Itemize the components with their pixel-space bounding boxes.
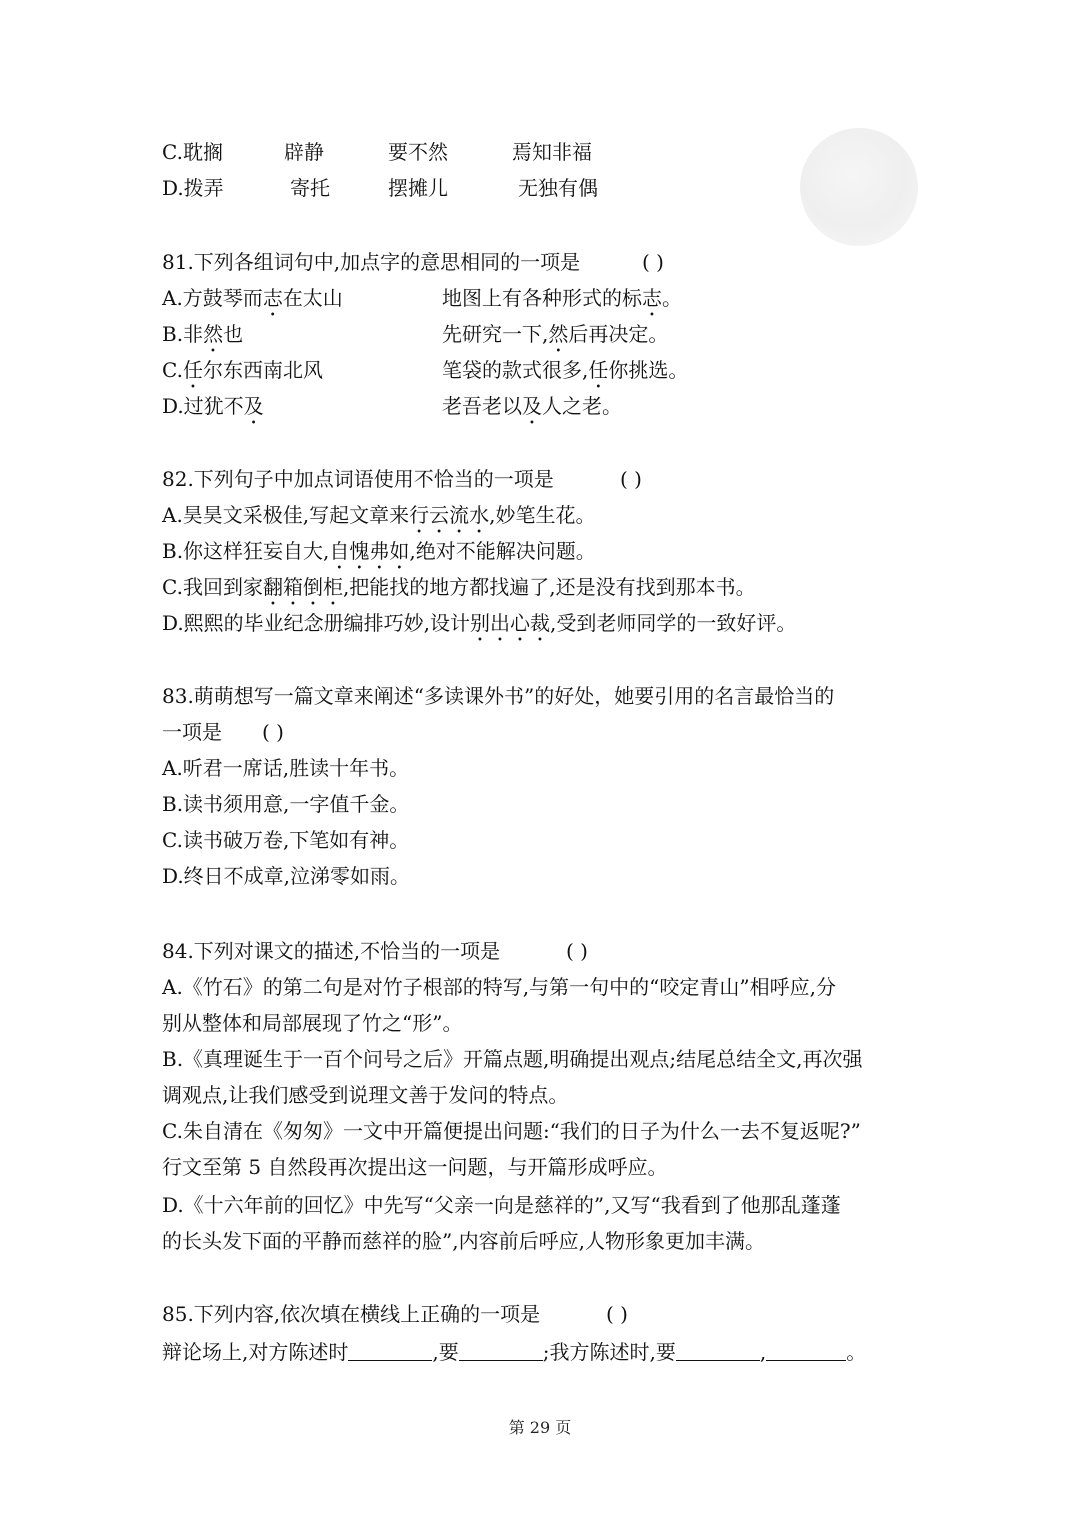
blank-1 [348, 1338, 432, 1361]
q84-line-8: 的长头发下面的平静而慈祥的脸”,内容前后呼应,人物形象更加丰满。 [162, 1229, 765, 1253]
q84-line-5: C.朱自清在《匆匆》一文中开篇便提出问题:“我们的日子为什么一去不复返呢?” [162, 1119, 861, 1143]
q84-line-4: 调观点,让我们感受到说理文善于发问的特点。 [162, 1083, 569, 1107]
answer-parens: ( ) [262, 720, 284, 744]
q83-option-d: D.终日不成章,泣涕零如雨。 [162, 864, 411, 888]
blank-2 [459, 1338, 543, 1361]
answer-parens: ( ) [566, 939, 588, 963]
answer-parens: ( ) [620, 467, 642, 491]
q82-option-d: D.熙熙的毕业纪念册编排巧妙,设计别出心裁,受到老师同学的一致好评。 [162, 611, 797, 635]
blank-4 [766, 1338, 846, 1361]
q84-line-7: D.《十六年前的回忆》中先写“父亲一向是慈祥的”,又写“我看到了他那乱蓬蓬 [162, 1193, 841, 1217]
q82-option-b: B.你这样狂妄自大,自愧弗如,绝对不能解决问题。 [162, 539, 596, 563]
q85-fill-line: 辩论场上,对方陈述时 ,要 ;我方陈述时,要 , 。 [162, 1340, 867, 1364]
blank-3 [676, 1338, 760, 1361]
q84-line-3: B.《真理诞生于一百个问号之后》开篇点题,明确提出观点;结尾总结全文,再次强 [162, 1047, 863, 1071]
q84-stem: 84.下列对课文的描述,不恰当的一项是 ( ) [162, 933, 500, 969]
q81-stem: 81.下列各组词句中,加点字的意思相同的一项是 ( ) [162, 244, 580, 280]
answer-parens: ( ) [642, 250, 664, 274]
q84-line-1: A.《竹石》的第二句是对竹子根部的特写,与第一句中的“咬定青山”相呼应,分 [162, 975, 836, 999]
q84-line-6: 行文至第 5 自然段再次提出这一问题，与开篇形成呼应。 [162, 1155, 668, 1179]
q84-line-2: 别从整体和局部展现了竹之“形”。 [162, 1011, 463, 1035]
page-number: 第 29 页 [508, 1418, 572, 1437]
snowman-watermark [800, 128, 918, 246]
q83-stem-line1: 83.萌萌想写一篇文章来阐述“多读课外书”的好处，她要引用的名言最恰当的 [162, 684, 835, 708]
answer-parens: ( ) [606, 1302, 628, 1326]
q83-option-b: B.读书须用意,一字值千金。 [162, 792, 410, 816]
q82-stem: 82.下列句子中加点词语使用不恰当的一项是 ( ) [162, 461, 554, 497]
q83-stem-line2: 一项是 ( ) [162, 714, 222, 750]
q83-option-c: C.读书破万卷,下笔如有神。 [162, 828, 410, 852]
q85-stem: 85.下列内容,依次填在横线上正确的一项是 ( ) [162, 1296, 540, 1332]
q83-option-a: A.听君一席话,胜读十年书。 [162, 756, 410, 780]
q82-option-a: A.昊昊文采极佳,写起文章来行云流水,妙笔生花。 [162, 503, 596, 527]
q82-option-c: C.我回到家翻箱倒柜,把能找的地方都找遍了,还是没有找到那本书。 [162, 575, 756, 599]
